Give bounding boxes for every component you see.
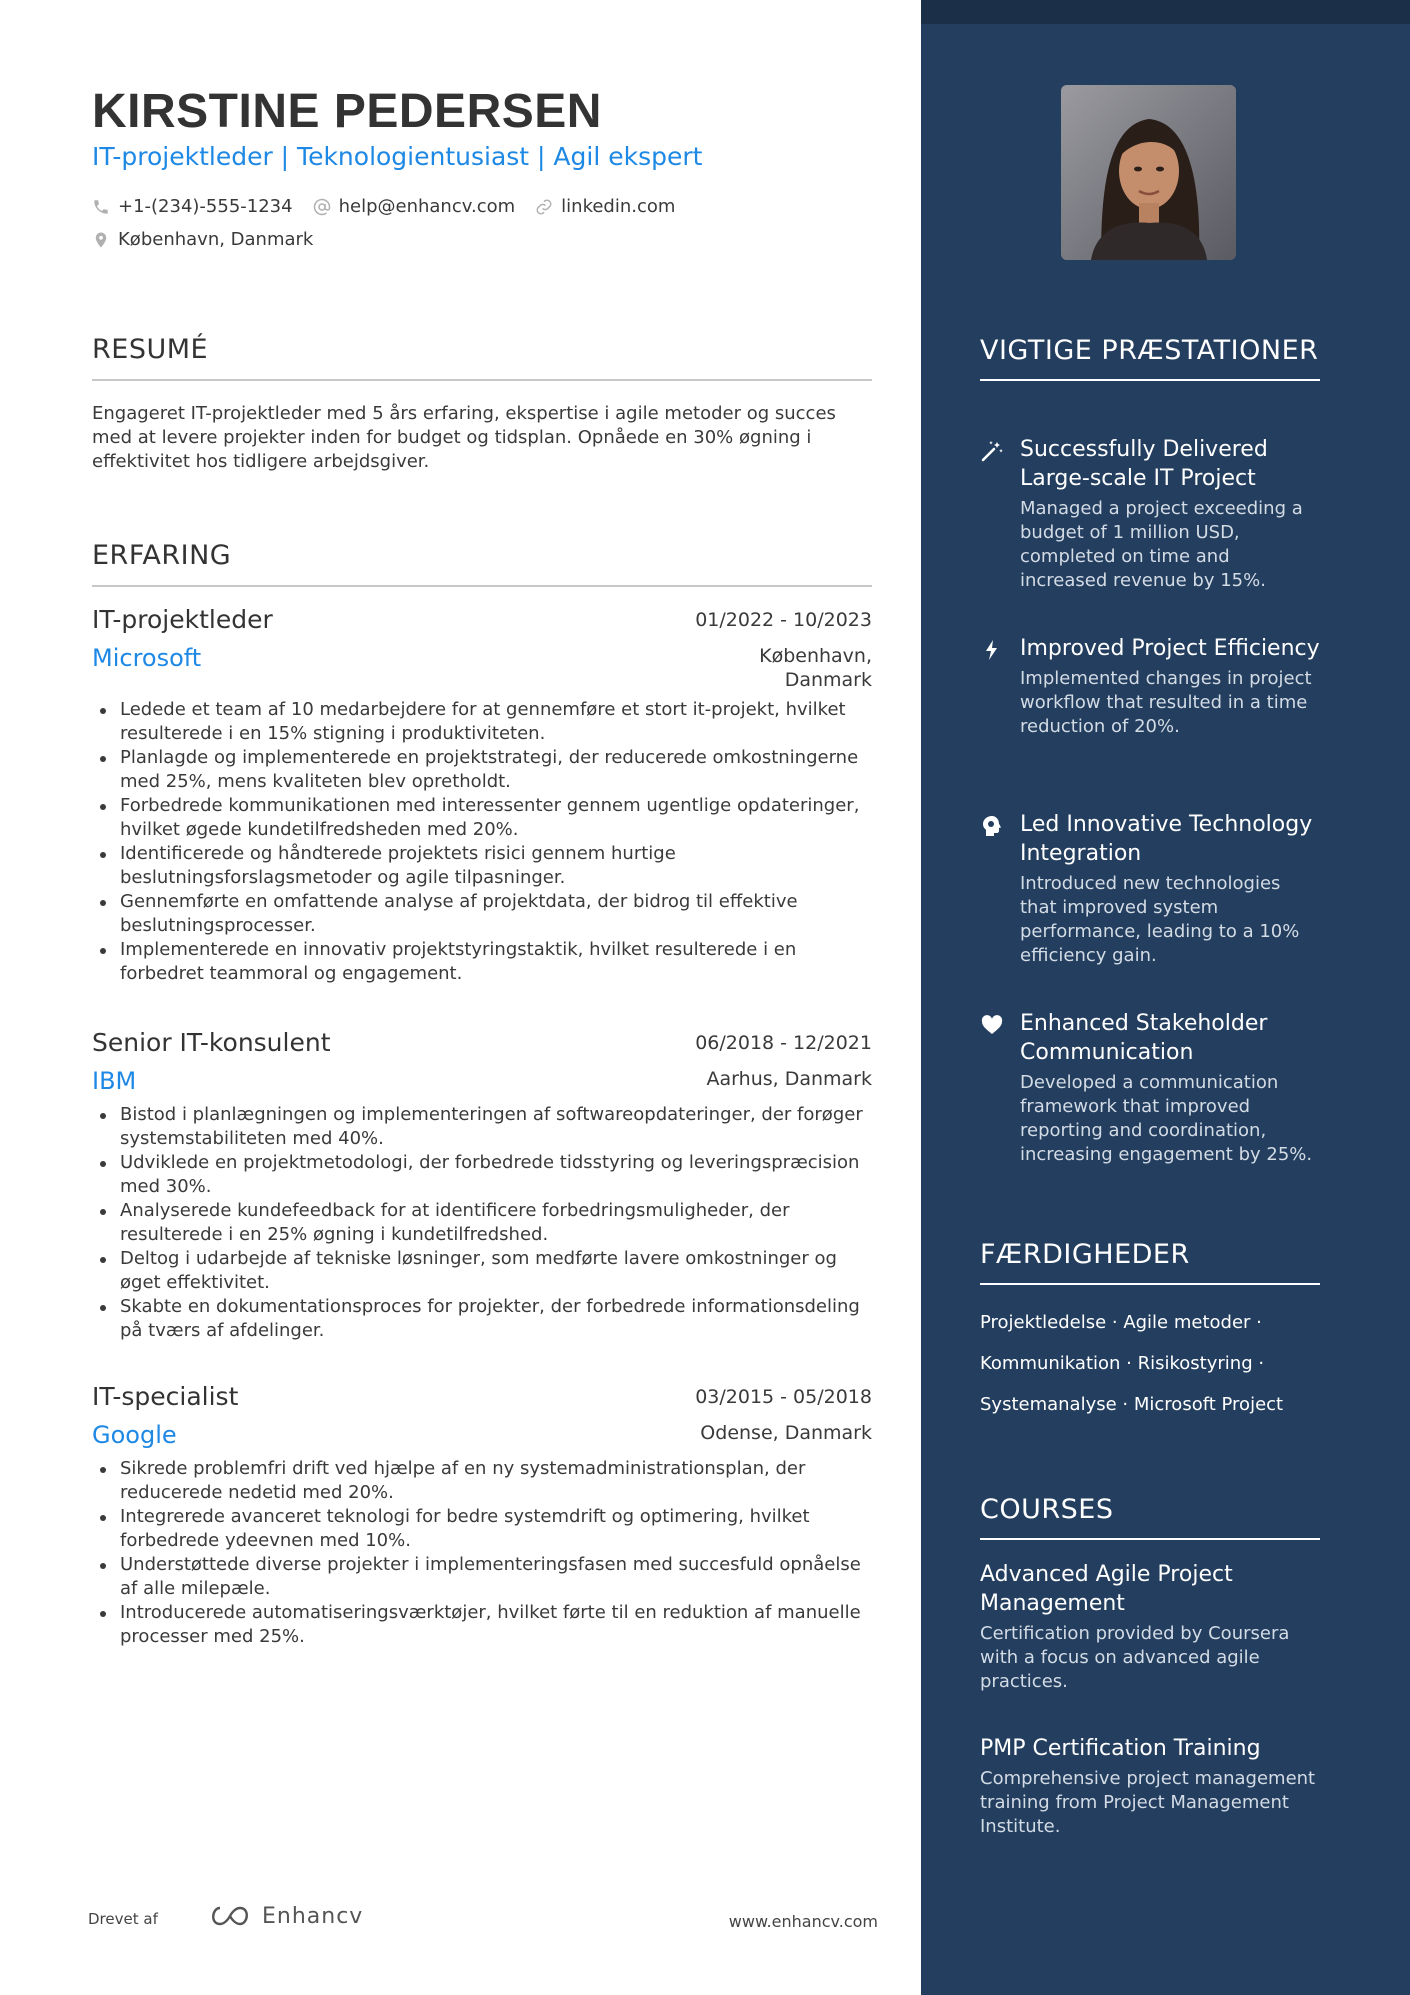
achievement-item (980, 634, 1320, 739)
job-company: Google (92, 1421, 177, 1449)
heart-icon (980, 1013, 1004, 1037)
job-bullet: Analyserede kundefeedback for at identificere forbedringsmuligheder, der resulterede i en 25% øgning i kundetilfredshed. (92, 1199, 872, 1247)
course-title: PMP Certification Training (980, 1736, 1261, 1761)
job-bullets (92, 1457, 872, 1649)
skill-item: Projektledelse (980, 1312, 1107, 1333)
job-bullet: Integrerede avanceret teknologi for bedre systemdrift og optimering, hvilket forbedrede ydeevnen med 10%. (92, 1505, 872, 1553)
job-bullets (92, 698, 872, 986)
candidate-name: KIRSTINE PEDERSEN (92, 85, 602, 138)
job-bullet: Understøttede diverse projekter i implementeringsfasen med succesfuld opnåelse af alle milepæle. (92, 1553, 872, 1601)
course-item (980, 1734, 1320, 1839)
contact-location (92, 229, 313, 250)
achievements-heading: VIGTIGE PRÆSTATIONER (980, 332, 1320, 381)
contact-row-1 (92, 196, 695, 217)
job-bullet: Introducerede automatiseringsværktøjer, hvilket førte til en reduktion af manuelle processer med 25%. (92, 1601, 872, 1649)
head-brain-icon (980, 814, 1004, 838)
at-sign-icon (313, 198, 331, 216)
achievement-title: Improved Project Efficiency (1020, 636, 1320, 661)
courses-heading: COURSES (980, 1491, 1320, 1540)
contact-email[interactable] (313, 196, 516, 217)
job-bullets (92, 1103, 872, 1343)
achievement-title: Successfully Delivered Large-scale IT Project (1020, 437, 1268, 491)
job-title: Senior IT-konsulent (92, 1028, 331, 1057)
achievement-title: Enhanced Stakeholder Communication (1020, 1011, 1268, 1065)
skills-list: Projektledelse · Agile metoder · Kommunikation · Risikostyring · Systemanalyse · Microsoft Project (980, 1312, 1284, 1415)
job-bullet: Deltog i udarbejde af tekniske løsninger, som medførte lavere omkostninger og øget effektivitet. (92, 1247, 872, 1295)
profile-photo (1061, 85, 1236, 260)
skill-item: Agile metoder (1123, 1312, 1251, 1333)
course-description: Comprehensive project management training from Project Management Institute. (980, 1768, 1316, 1837)
job-bullet: Forbedrede kommunikationen med interessenter gennem ugentlige opdateringer, hvilket øgede kundetilfredsheden med 20%. (92, 794, 872, 842)
achievement-description: Managed a project exceeding a budget of 1 million USD, completed on time and increased revenue by 15%. (1020, 498, 1303, 591)
course-title: Advanced Agile Project Management (980, 1562, 1233, 1616)
achievement-item (980, 810, 1320, 968)
footer-website[interactable]: www.enhancv.com (728, 1912, 878, 1931)
skill-item: Kommunikation (980, 1353, 1121, 1374)
job-location: Odense, Danmark (700, 1422, 872, 1444)
job-entry (92, 1382, 872, 1649)
job-bullet: Skabte en dokumentationsproces for projekter, der forbedrede informationsdeling på tværs af afdelinger. (92, 1295, 872, 1343)
job-dates: 01/2022 - 10/2023 (695, 609, 872, 631)
location-text: København, Danmark (118, 229, 314, 250)
achievement-title: Led Innovative Technology Integration (1020, 812, 1313, 866)
course-item (980, 1560, 1320, 1694)
job-dates: 03/2015 - 05/2018 (695, 1386, 872, 1408)
summary-text: Engageret IT-projektleder med 5 års erfaring, ekspertise i agile metoder og succes med at levere projekter inden for budget og tidsplan. Opnåede en 30% øgning i effektivitet hos tidligere arbejdsgiver. (92, 403, 836, 472)
achievement-description: Implemented changes in project workflow that resulted in a time reduction of 20%. (1020, 668, 1312, 737)
job-title: IT-specialist (92, 1382, 239, 1411)
achievement-item (980, 1009, 1320, 1167)
skills-heading: FÆRDIGHEDER (980, 1236, 1320, 1285)
job-company: IBM (92, 1067, 137, 1095)
achievement-item (980, 435, 1320, 593)
powered-by-label: Drevet af (88, 1910, 158, 1928)
lightning-bolt-icon (980, 638, 1004, 662)
email-text: help@enhancv.com (338, 196, 516, 217)
job-company: Microsoft (92, 644, 202, 672)
phone-text: +1-(234)-555-1234 (118, 196, 293, 217)
job-location: Aarhus, Danmark (706, 1068, 872, 1090)
contact-linkedin[interactable] (535, 196, 675, 217)
achievement-description: Developed a communication framework that improved reporting and coordination, increasing engagement by 25%. (1020, 1072, 1313, 1165)
job-title: IT-projektleder (92, 605, 273, 634)
skill-item: Microsoft Project (1133, 1394, 1284, 1415)
enhancv-logo-icon (206, 1902, 254, 1930)
job-bullet: Udviklede en projektmetodologi, der forbedrede tidsstyring og leveringspræcision med 30%. (92, 1151, 872, 1199)
job-location: København, Danmark (759, 645, 872, 691)
skill-item: Risikostyring (1137, 1353, 1253, 1374)
job-entry (92, 1028, 872, 1343)
job-entry (92, 605, 872, 986)
link-icon (535, 198, 553, 216)
course-description: Certification provided by Coursera with a focus on advanced agile practices. (980, 1623, 1290, 1692)
job-bullet: Identificerede og håndterede projektets risici gennem hurtige beslutningsforslagsmetoder og agile tilpasninger. (92, 842, 872, 890)
job-dates: 06/2018 - 12/2021 (695, 1032, 872, 1054)
profile-portrait-image (1061, 85, 1236, 260)
contact-phone[interactable] (92, 196, 293, 217)
skill-item: Systemanalyse (980, 1394, 1117, 1415)
phone-icon (92, 198, 110, 216)
location-pin-icon (92, 231, 110, 249)
job-bullet: Gennemførte en omfattende analyse af projektdata, der bidrog til effektive beslutningsprocesser. (92, 890, 872, 938)
job-bullet: Planlagde og implementerede en projektstrategi, der reducerede omkostningerne med 25%, mens kvaliteten blev opretholdt. (92, 746, 872, 794)
footer (88, 1902, 878, 1942)
enhancv-logo[interactable] (206, 1902, 363, 1930)
sidebar-top-band (921, 0, 1410, 24)
experience-heading: ERFARING (92, 540, 872, 587)
enhancv-brand-text: Enhancv (262, 1903, 364, 1929)
job-bullet: Sikrede problemfri drift ved hjælpe af en ny systemadministrationsplan, der reducerede nedetid med 20%. (92, 1457, 872, 1505)
summary-heading: RESUMÉ (92, 334, 872, 381)
job-bullet: Ledede et team af 10 medarbejdere for at gennemføre et stort it-projekt, hvilket resulterede i en 15% stigning i produktiviteten. (92, 698, 872, 746)
contact-row-2 (92, 229, 333, 250)
sidebar (921, 0, 1410, 1995)
job-bullet: Implementerede en innovativ projektstyringstaktik, hvilket resulterede i en forbedret teammoral og engagement. (92, 938, 872, 986)
candidate-headline: IT-projektleder | Teknologientusiast | Agil ekspert (92, 142, 703, 171)
magic-wand-icon (980, 439, 1004, 463)
linkedin-text: linkedin.com (561, 196, 676, 217)
achievement-description: Introduced new technologies that improved system performance, leading to a 10% efficiency gain. (1020, 873, 1300, 966)
job-bullet: Bistod i planlægningen og implementeringen af softwareopdateringer, der forøger systemstabiliteten med 40%. (92, 1103, 872, 1151)
